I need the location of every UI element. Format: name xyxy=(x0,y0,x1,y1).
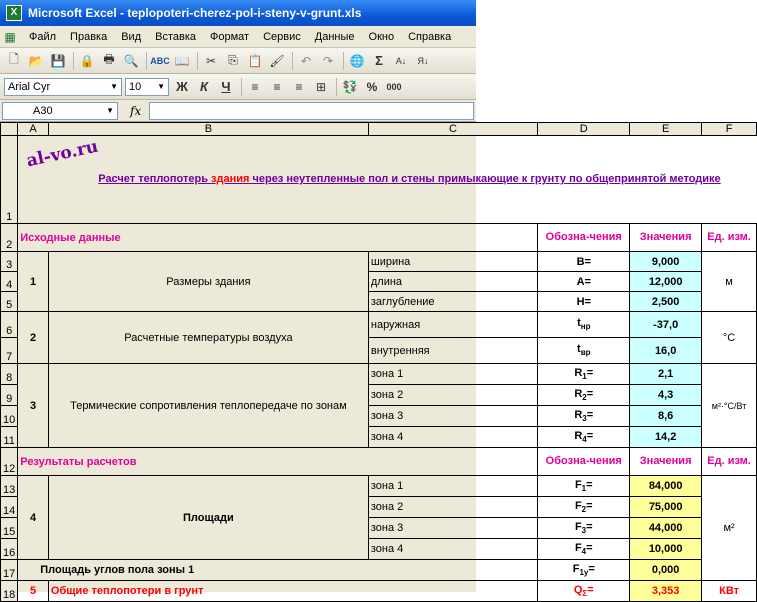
font-name-value: Arial Cyr xyxy=(8,80,51,93)
row-header[interactable]: 3 xyxy=(1,252,18,272)
column-header-a[interactable]: A xyxy=(18,123,49,136)
currency-icon[interactable]: 💱 xyxy=(342,79,358,94)
menu-file[interactable]: Файл xyxy=(29,30,57,43)
group-number-1[interactable]: 1 xyxy=(18,252,49,312)
param-symbol[interactable] xyxy=(538,312,630,338)
row-header[interactable]: 13 xyxy=(1,476,18,497)
param-value[interactable]: 9,000 xyxy=(630,252,702,272)
param-name[interactable]: внутренняя xyxy=(368,338,537,364)
row-header[interactable]: 8 xyxy=(1,364,18,385)
param-value[interactable]: 4,3 xyxy=(630,385,702,406)
table-row xyxy=(1,224,757,252)
paste-icon[interactable]: 📋 xyxy=(247,53,263,68)
result-value[interactable]: 0,000 xyxy=(630,560,702,581)
group-unit-4[interactable]: м² xyxy=(701,476,756,581)
workbook-icon[interactable]: ▦ xyxy=(4,29,16,44)
table-row xyxy=(1,476,757,497)
excel-app-icon: X xyxy=(6,5,22,21)
param-name[interactable]: зона 2 xyxy=(368,385,537,406)
param-name[interactable]: длина xyxy=(368,272,537,292)
menu-tools[interactable]: Сервис xyxy=(263,30,301,43)
param-value[interactable]: 2,500 xyxy=(630,292,702,312)
symbol-sub: 3 xyxy=(582,414,587,424)
spreadsheet-grid xyxy=(0,122,757,602)
row-header[interactable]: 18 xyxy=(1,581,18,602)
col-header-unit[interactable]: Ед. изм. xyxy=(701,224,756,252)
row-header[interactable]: 14 xyxy=(1,497,18,518)
worksheet xyxy=(0,122,751,601)
row-header[interactable]: 17 xyxy=(1,560,18,581)
symbol-sub: 2 xyxy=(581,505,587,515)
table-row xyxy=(1,581,757,602)
chevron-down-icon: ▼ xyxy=(157,82,165,91)
underline-button[interactable]: Ч xyxy=(221,79,231,94)
menu-help[interactable]: Справка xyxy=(408,30,452,43)
total-loss-label[interactable]: Общие теплопотери в грунт xyxy=(48,581,537,602)
section-results-header[interactable]: Результаты расчетов xyxy=(18,448,538,476)
row-header[interactable]: 12 xyxy=(1,448,18,476)
title-part1: Расчет теплопотерь xyxy=(98,173,212,185)
menu-window[interactable]: Окно xyxy=(368,30,395,43)
symbol-base: t xyxy=(577,317,581,330)
param-name[interactable]: ширина xyxy=(368,252,537,272)
font-size-select[interactable] xyxy=(125,78,169,96)
symbol-sub: 4 xyxy=(582,435,587,445)
title-part3: через неутепленные пол и стены примыкающие к грунту по общепринятой методике xyxy=(249,173,721,185)
separator xyxy=(292,52,293,70)
param-name[interactable]: зона 4 xyxy=(368,427,537,448)
column-header-c[interactable]: C xyxy=(368,123,537,136)
corner-area-label[interactable]: Площадь углов пола зоны 1 xyxy=(18,560,538,581)
total-loss-symbol[interactable]: $Q_\Sigma=$ xyxy=(538,581,630,602)
param-value[interactable]: 14,2 xyxy=(630,427,702,448)
group-number-4[interactable]: 4 xyxy=(18,476,49,560)
sort-descending-icon[interactable]: Я↓ xyxy=(417,55,429,66)
symbol-sub: Σ xyxy=(582,589,588,599)
group-unit-3[interactable]: м²·°C/Вт xyxy=(701,364,756,448)
fx-icon[interactable]: fx xyxy=(130,103,142,118)
print-icon[interactable]: 🖶 xyxy=(103,52,115,66)
symbol-sub: нр xyxy=(580,322,591,332)
symbol-sub: вр xyxy=(580,348,591,358)
param-symbol[interactable]: $F_1=$ xyxy=(538,476,630,497)
menu-insert[interactable]: Вставка xyxy=(155,30,197,43)
param-value[interactable]: -37,0 xyxy=(630,312,702,338)
param-name[interactable]: зона 3 xyxy=(368,406,537,427)
group-number-2[interactable]: 2 xyxy=(18,312,49,364)
symbol-base: R xyxy=(574,366,583,379)
symbol-sub: 4 xyxy=(581,547,587,557)
name-box-value: A30 xyxy=(33,104,53,117)
param-name[interactable]: заглубление xyxy=(368,292,537,312)
symbol-sub: 1у xyxy=(579,568,589,578)
param-value[interactable]: 12,000 xyxy=(630,272,702,292)
permission-icon[interactable]: 🔒 xyxy=(79,53,95,68)
result-value[interactable]: 75,000 xyxy=(630,497,702,518)
param-name[interactable]: зона 1 xyxy=(368,364,537,385)
row-header[interactable]: 11 xyxy=(1,427,18,448)
section-input-header[interactable]: Исходные данные xyxy=(18,224,538,252)
italic-button[interactable]: К xyxy=(200,79,208,94)
param-name[interactable]: зона 2 xyxy=(368,497,537,518)
param-symbol[interactable]: B= xyxy=(538,252,630,272)
param-name[interactable]: зона 3 xyxy=(368,518,537,539)
formula-bar xyxy=(0,100,476,122)
sort-ascending-icon[interactable]: A↓ xyxy=(395,55,407,66)
group-label-3[interactable]: Термические сопротивления теплопередаче по зонам xyxy=(48,364,368,448)
symbol-base: F xyxy=(574,541,582,554)
align-right-icon[interactable]: ≡ xyxy=(295,79,303,94)
chevron-down-icon: ▼ xyxy=(110,82,118,91)
group-unit-1[interactable]: м xyxy=(701,252,756,312)
save-icon[interactable]: 💾 xyxy=(50,53,66,68)
separator xyxy=(336,78,337,96)
row-header[interactable]: 7 xyxy=(1,338,18,364)
sheet-title[interactable] xyxy=(18,136,757,224)
param-symbol[interactable] xyxy=(538,338,630,364)
symbol-sub: 2 xyxy=(582,393,587,403)
column-header-d[interactable]: D xyxy=(538,123,630,136)
site-logo: al-vo.ru xyxy=(24,136,100,172)
symbol-base: t xyxy=(577,343,581,356)
formula-input[interactable] xyxy=(149,102,474,120)
research-icon[interactable]: 📖 xyxy=(174,53,190,68)
row-header[interactable]: 1 xyxy=(1,136,18,224)
col-header-obozn[interactable]: Обозна-чения xyxy=(538,448,630,476)
col-header-value[interactable]: Значения xyxy=(630,448,702,476)
spelling-icon[interactable]: ABC xyxy=(150,55,170,66)
param-symbol[interactable]: A= xyxy=(538,272,630,292)
menu-format[interactable]: Формат xyxy=(210,30,250,43)
param-value[interactable]: 8,6 xyxy=(630,406,702,427)
symbol-base: R xyxy=(574,408,583,421)
autosum-icon[interactable]: Σ xyxy=(375,53,383,68)
row-header[interactable]: 2 xyxy=(1,224,18,252)
menu-view[interactable]: Вид xyxy=(121,30,142,43)
table-row xyxy=(1,364,757,385)
result-value[interactable]: 84,000 xyxy=(630,476,702,497)
menu-data[interactable]: Данные xyxy=(314,30,355,43)
group-label-4[interactable]: Площади xyxy=(48,476,368,560)
row-header[interactable]: 5 xyxy=(1,292,18,312)
param-value[interactable]: 2,1 xyxy=(630,364,702,385)
symbol-base: F xyxy=(572,562,580,575)
symbol-base: Q xyxy=(573,583,583,596)
param-symbol[interactable]: $R_3=$ xyxy=(538,406,630,427)
row-header[interactable]: 16 xyxy=(1,539,18,560)
bold-button[interactable]: Ж xyxy=(176,79,188,94)
param-symbol[interactable]: $F_2=$ xyxy=(538,497,630,518)
table-row xyxy=(1,560,757,581)
symbol-sub: 3 xyxy=(581,526,587,536)
param-value[interactable]: 16,0 xyxy=(630,338,702,364)
symbol-base: F xyxy=(574,520,582,533)
row-header[interactable]: 15 xyxy=(1,518,18,539)
group-unit-2[interactable]: °C xyxy=(701,312,756,364)
menu-bar xyxy=(0,26,476,48)
table-row xyxy=(1,136,757,224)
title-bar xyxy=(0,0,476,26)
copy-icon[interactable]: ⎘ xyxy=(228,53,238,67)
standard-toolbar xyxy=(0,48,476,74)
param-symbol[interactable]: H= xyxy=(538,292,630,312)
font-size-value: 10 xyxy=(129,80,142,93)
group-label-1[interactable]: Размеры здания xyxy=(48,252,368,312)
symbol-base: R xyxy=(574,429,583,442)
group-label-2[interactable]: Расчетные температуры воздуха xyxy=(48,312,368,364)
select-all-corner[interactable] xyxy=(1,123,18,136)
table-row xyxy=(1,252,757,272)
separator xyxy=(146,52,147,70)
undo-icon[interactable]: ↶ xyxy=(300,53,312,68)
redo-icon[interactable]: ↷ xyxy=(322,53,334,68)
col-header-unit[interactable]: Ед. изм. xyxy=(701,448,756,476)
param-symbol[interactable]: $F_3=$ xyxy=(538,518,630,539)
separator xyxy=(241,78,242,96)
name-box[interactable] xyxy=(2,102,118,120)
table-row xyxy=(1,448,757,476)
param-name[interactable]: наружная xyxy=(368,312,537,338)
param-name[interactable]: зона 1 xyxy=(368,476,537,497)
merge-center-icon[interactable]: ⊞ xyxy=(315,79,327,94)
preview-icon[interactable]: 🔍 xyxy=(123,53,139,68)
formatting-toolbar xyxy=(0,74,476,100)
result-value[interactable]: 44,000 xyxy=(630,518,702,539)
new-icon[interactable]: 🗋 xyxy=(9,52,19,66)
row-header[interactable]: 9 xyxy=(1,385,18,406)
separator xyxy=(343,52,344,70)
align-center-icon[interactable]: ≡ xyxy=(273,79,281,94)
format-painter-icon[interactable]: 🖌 xyxy=(269,53,285,68)
window-title: Microsoft Excel - teplopoteri-cherez-pol-i-steny-v-grunt.xls xyxy=(28,6,362,20)
title-part2: здания xyxy=(211,173,250,185)
param-symbol[interactable]: $F_4=$ xyxy=(538,539,630,560)
row-header[interactable]: 4 xyxy=(1,272,18,292)
table-row xyxy=(1,312,757,338)
result-value[interactable]: 10,000 xyxy=(630,539,702,560)
param-symbol[interactable]: $R_4=$ xyxy=(538,427,630,448)
column-header-b[interactable]: B xyxy=(48,123,368,136)
hyperlink-icon[interactable]: 🌐 xyxy=(349,53,365,68)
symbol-base: F xyxy=(574,478,582,491)
param-symbol[interactable]: $R_2=$ xyxy=(538,385,630,406)
column-header-e[interactable]: E xyxy=(630,123,702,136)
separator xyxy=(197,52,198,70)
percent-button[interactable]: % xyxy=(366,79,378,94)
symbol-base: F xyxy=(574,499,582,512)
param-symbol[interactable]: $F_{1у}=$ xyxy=(538,560,630,581)
symbol-base: R xyxy=(574,387,583,400)
chevron-down-icon: ▼ xyxy=(106,106,114,115)
col-header-value[interactable]: Значения xyxy=(630,224,702,252)
param-symbol[interactable]: $R_1=$ xyxy=(538,364,630,385)
param-name[interactable]: зона 4 xyxy=(368,539,537,560)
font-name-select[interactable] xyxy=(4,78,122,96)
row-header[interactable]: 10 xyxy=(1,406,18,427)
column-header-f[interactable]: F xyxy=(701,123,756,136)
thousands-button[interactable]: 000 xyxy=(386,81,402,92)
align-left-icon[interactable]: ≡ xyxy=(251,79,259,94)
total-loss-unit[interactable]: КВт xyxy=(701,581,756,602)
group-number-3[interactable]: 3 xyxy=(18,364,49,448)
row-header[interactable]: 6 xyxy=(1,312,18,338)
menu-edit[interactable]: Правка xyxy=(70,30,108,43)
total-loss-value[interactable]: 3,353 xyxy=(630,581,702,602)
group-number-5[interactable]: 5 xyxy=(18,581,49,602)
cut-icon[interactable]: ✂ xyxy=(205,53,217,68)
col-header-obozn[interactable]: Обозна-чения xyxy=(538,224,630,252)
symbol-sub: 1 xyxy=(581,484,587,494)
open-icon[interactable]: 📂 xyxy=(28,53,44,68)
symbol-sub: 1 xyxy=(582,372,587,382)
column-header-row xyxy=(1,123,757,136)
separator xyxy=(73,52,74,70)
